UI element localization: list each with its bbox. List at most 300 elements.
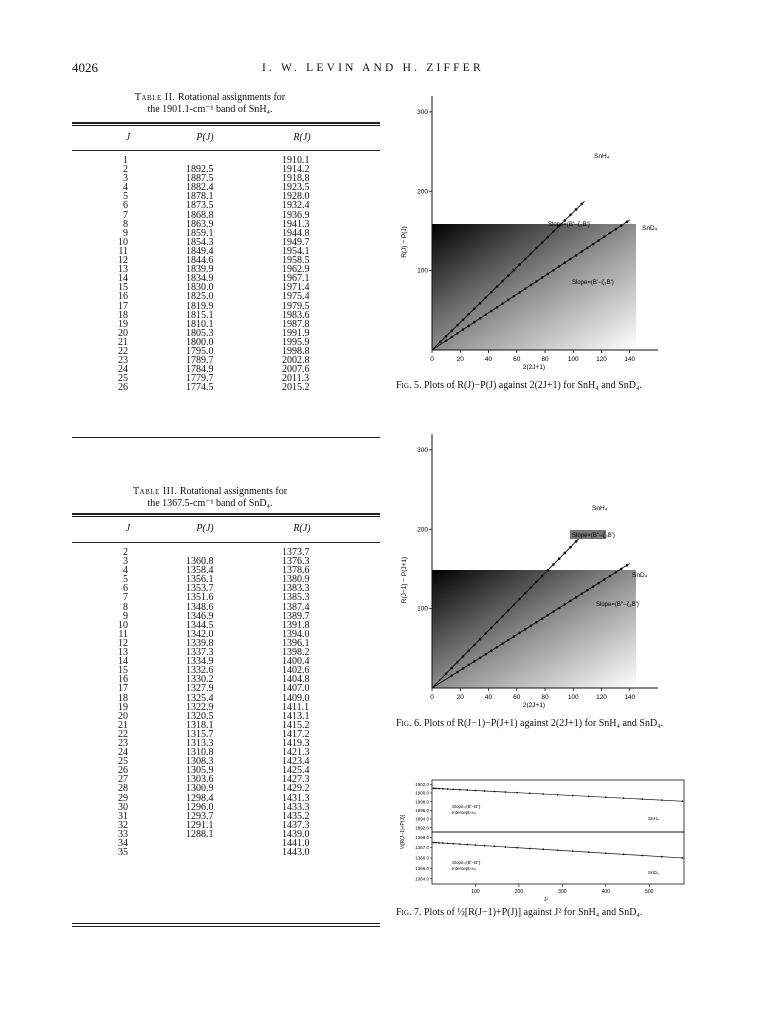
cell-p: 1346.9 <box>186 610 214 622</box>
data-point <box>530 586 533 589</box>
data-point <box>623 853 625 855</box>
cell-p: 1303.6 <box>186 774 214 786</box>
data-point <box>505 846 507 848</box>
cell-j: 17 <box>118 300 128 312</box>
data-point <box>513 635 516 638</box>
cell-r: 1987.8 <box>282 318 310 330</box>
cell-p: 1300.9 <box>186 783 214 795</box>
data-point <box>575 540 578 543</box>
table-row <box>104 238 364 247</box>
cell-j: 15 <box>118 665 128 677</box>
y-tick-label: 1368.0 <box>415 834 429 840</box>
x-tick-label: 0 <box>430 356 434 363</box>
cell-j: 13 <box>118 264 128 276</box>
fig7-ticks <box>415 782 653 895</box>
data-point <box>681 800 683 802</box>
cell-r: 1427.3 <box>282 774 310 786</box>
y-tick-label: 1900.0 <box>415 790 429 796</box>
table3-caption <box>90 486 330 510</box>
cell-p: 1344.5 <box>186 619 214 631</box>
cell-p: 1356.1 <box>186 574 214 586</box>
cell-r: 2007.6 <box>282 364 310 376</box>
table-row <box>104 347 364 356</box>
cell-p: 1327.9 <box>186 683 214 695</box>
data-point <box>557 794 559 796</box>
cell-p: 1296.0 <box>186 801 214 813</box>
fig6-caption <box>396 718 696 730</box>
cell-j: 10 <box>118 619 128 631</box>
cell-r: 1914.2 <box>282 164 310 176</box>
table2-header-j: J <box>125 132 131 143</box>
cell-p: 1859.1 <box>186 227 214 239</box>
cell-p: 1291.1 <box>186 819 214 831</box>
data-point <box>558 265 561 268</box>
data-point <box>588 795 590 797</box>
table-row <box>104 292 364 301</box>
fig7-series <box>432 787 684 858</box>
cell-r: 1949.7 <box>282 236 310 248</box>
cell-p: 1330.2 <box>186 674 214 686</box>
data-point <box>505 791 507 793</box>
data-point <box>473 660 476 663</box>
cell-j: 25 <box>118 756 128 768</box>
table-row <box>104 812 364 821</box>
data-point <box>530 284 533 287</box>
cell-p: 1288.1 <box>186 828 214 840</box>
x-tick-label: 60 <box>513 356 521 363</box>
cell-j: 6 <box>123 200 128 212</box>
data-point <box>462 667 465 670</box>
fig5-snh4-label: SnH₄ <box>594 153 610 160</box>
table3-label: Table III. <box>132 486 178 497</box>
cell-j: 16 <box>118 674 128 686</box>
cell-r: 1910.1 <box>282 155 310 166</box>
data-point <box>442 788 444 790</box>
data-point <box>529 848 531 850</box>
data-point <box>501 280 504 283</box>
table3-header-j: J <box>125 523 131 534</box>
data-point <box>439 340 442 343</box>
cell-p: 1353.7 <box>186 583 214 595</box>
table-row <box>104 338 364 347</box>
table-row <box>104 265 364 274</box>
data-point <box>524 628 527 631</box>
data-point <box>535 280 538 283</box>
fig6-chart <box>396 430 696 712</box>
cell-r: 1391.8 <box>282 619 310 631</box>
data-point <box>518 291 521 294</box>
data-point <box>473 307 476 310</box>
data-point <box>507 274 510 277</box>
data-point <box>535 247 538 250</box>
table-row <box>104 839 364 848</box>
table-row <box>104 775 364 784</box>
data-point <box>569 258 572 261</box>
cell-j: 30 <box>118 801 128 813</box>
cell-p: 1819.9 <box>186 300 214 312</box>
table-row <box>104 730 364 739</box>
x-tick-label: 200 <box>514 889 524 895</box>
cell-r: 1936.9 <box>282 209 310 221</box>
cell-j: 6 <box>123 583 128 595</box>
x-tick-label: 20 <box>456 694 464 701</box>
table-row <box>104 748 364 757</box>
table-row <box>104 675 364 684</box>
y-tick-label: 100 <box>417 605 428 613</box>
cell-p: 1795.0 <box>186 345 214 357</box>
x-tick-label: 300 <box>558 889 567 895</box>
cell-p: 1351.6 <box>186 592 214 604</box>
table-row <box>104 684 364 693</box>
data-point <box>592 585 595 588</box>
data-point <box>447 788 449 790</box>
fig7-snd4-intercept: Intercept=ν₀ <box>452 866 477 871</box>
data-point <box>513 295 516 298</box>
fig5-caption <box>396 380 696 392</box>
table-row <box>104 612 364 621</box>
x-tick-label: 100 <box>567 356 579 363</box>
cell-r: 1394.0 <box>282 628 310 640</box>
fig7-snd4-label: SnD₄ <box>648 870 659 875</box>
data-point <box>572 795 574 797</box>
fig5-snd4-slope: Slope=(B'−ζ₃B') <box>572 280 614 286</box>
cell-p: 1868.8 <box>186 209 214 221</box>
data-point <box>661 856 663 858</box>
data-point <box>450 667 453 670</box>
table-row <box>104 757 364 766</box>
cell-r: 1415.2 <box>282 719 310 731</box>
cell-r: 1396.1 <box>282 637 310 649</box>
y-tick-label: 1896.0 <box>415 807 429 813</box>
fig6-label: Fig. 6. <box>396 718 422 729</box>
table-row <box>104 192 364 201</box>
x-tick-label: 40 <box>484 694 493 701</box>
cell-j: 9 <box>123 610 128 622</box>
data-point <box>450 674 453 677</box>
cell-j: 20 <box>118 710 128 722</box>
y-tick-label: 1894.0 <box>415 816 429 822</box>
table-row <box>104 302 364 311</box>
table-row <box>104 165 364 174</box>
cell-r: 1380.9 <box>282 574 310 586</box>
table-row <box>104 229 364 238</box>
data-point <box>575 208 578 211</box>
data-point <box>490 310 493 313</box>
fig5-xlabel: 2(2J+1) <box>522 364 546 371</box>
cell-p: 1332.6 <box>186 665 214 677</box>
cell-r: 1998.8 <box>282 345 310 357</box>
cell-r: 1404.8 <box>282 674 310 686</box>
cell-j: 3 <box>123 556 128 568</box>
data-point <box>496 621 499 624</box>
data-point <box>447 842 449 844</box>
cell-r: 2002.8 <box>282 355 310 367</box>
cell-j: 9 <box>123 227 128 239</box>
cell-j: 7 <box>123 592 128 604</box>
cell-r: 1389.7 <box>282 610 310 622</box>
table-row <box>104 283 364 292</box>
cell-r: 2011.3 <box>282 373 310 385</box>
fig7-label: Fig. 7. <box>396 907 422 918</box>
cell-j: 10 <box>118 236 128 248</box>
data-point <box>494 791 496 793</box>
cell-j: 4 <box>123 182 128 194</box>
cell-r: 1441.0 <box>282 838 310 849</box>
cell-r: 1413.1 <box>282 710 310 722</box>
cell-p: 1348.6 <box>186 601 214 613</box>
data-point <box>557 849 559 851</box>
data-point <box>445 339 448 342</box>
x-tick-label: 100 <box>471 889 480 895</box>
data-point <box>496 285 499 288</box>
data-point <box>459 843 461 845</box>
data-point <box>518 598 521 601</box>
cell-r: 1419.3 <box>282 737 310 749</box>
data-point <box>541 617 544 620</box>
table-row <box>104 211 364 220</box>
table-row <box>104 630 364 639</box>
data-point <box>456 324 459 327</box>
fig7-ylabel: ½[R(J−1)+P(J)] <box>400 814 406 850</box>
data-point <box>661 799 663 801</box>
data-point <box>569 214 572 217</box>
data-point <box>466 789 468 791</box>
data-point <box>479 638 482 641</box>
data-point <box>575 596 578 599</box>
cell-p: 1800.0 <box>186 336 214 348</box>
cell-p: 1844.6 <box>186 255 214 267</box>
fig5-ylabel: R(J) − P(J) <box>401 226 408 258</box>
cell-p: 1360.8 <box>186 556 214 568</box>
data-point <box>580 250 583 253</box>
data-point <box>547 569 550 572</box>
table2-header-rule <box>72 150 380 151</box>
cell-j: 12 <box>118 255 128 267</box>
cell-j: 33 <box>118 828 128 840</box>
data-point <box>433 787 435 789</box>
cell-j: 26 <box>118 765 128 777</box>
data-point <box>609 232 612 235</box>
table3-bottom-rule <box>72 923 380 924</box>
data-point <box>626 221 629 224</box>
fig7-snd4-slope: Slope=(B'−B'') <box>452 860 481 865</box>
cell-p: 1863.9 <box>186 218 214 230</box>
cell-j: 1 <box>123 155 128 166</box>
y-tick-label: 1366.0 <box>415 855 429 861</box>
data-point <box>541 276 544 279</box>
cell-r: 1443.0 <box>282 847 310 859</box>
cell-p: 1839.9 <box>186 264 214 276</box>
data-point <box>597 582 600 585</box>
cell-r: 1962.9 <box>282 264 310 276</box>
cell-r: 1385.3 <box>282 592 310 604</box>
cell-j: 5 <box>123 191 128 203</box>
data-point <box>530 252 533 255</box>
x-tick-label: 120 <box>596 694 607 701</box>
y-tick-label: 1367.0 <box>415 845 429 851</box>
data-point <box>603 235 606 238</box>
x-tick-label: 80 <box>541 694 549 701</box>
cell-p: 1878.1 <box>186 191 214 203</box>
data-point <box>563 603 566 606</box>
cell-j: 17 <box>118 683 128 695</box>
data-point <box>623 797 625 799</box>
data-point <box>535 580 538 583</box>
table-row <box>104 721 364 730</box>
cell-p: 1873.5 <box>186 200 214 212</box>
cell-j: 21 <box>118 719 128 731</box>
x-tick-label: 80 <box>541 356 549 363</box>
cell-j: 7 <box>123 209 128 221</box>
cell-r: 1417.2 <box>282 728 310 740</box>
data-point <box>586 247 589 250</box>
table-row <box>104 548 364 557</box>
data-point <box>507 639 510 642</box>
fig5-label: Fig. 5. <box>396 380 422 391</box>
table3-header-r: R(J) <box>293 523 311 534</box>
data-point <box>541 575 544 578</box>
fig6-shaded-region <box>432 570 636 688</box>
table-row <box>104 784 364 793</box>
table-row <box>104 183 364 192</box>
data-point <box>466 844 468 846</box>
data-point <box>484 296 487 299</box>
table2-header-r: R(J) <box>293 132 311 143</box>
table-row <box>104 220 364 229</box>
data-point <box>473 644 476 647</box>
table2-bottom-rule <box>72 437 380 438</box>
x-tick-label: 140 <box>624 356 636 363</box>
table3-top-rule <box>72 513 380 515</box>
cell-j: 16 <box>118 291 128 303</box>
data-point <box>541 241 544 244</box>
fig6-snh4-label: SnH₄ <box>592 505 608 512</box>
cell-r: 1402.6 <box>282 665 310 677</box>
cell-j: 2 <box>123 164 128 176</box>
cell-j: 21 <box>118 336 128 348</box>
cell-r: 1398.2 <box>282 647 310 659</box>
table-row <box>104 201 364 210</box>
cell-r: 1425.4 <box>282 765 310 777</box>
table-row <box>104 320 364 329</box>
cell-r: 1409.0 <box>282 692 310 704</box>
fig5-snd4-label: SnD₄ <box>642 225 658 232</box>
table-row <box>104 356 364 365</box>
data-point <box>518 263 521 266</box>
cell-j: 19 <box>118 318 128 330</box>
table-row <box>104 566 364 575</box>
x-tick-label: 120 <box>596 356 607 363</box>
cell-j: 19 <box>118 701 128 713</box>
data-point <box>462 328 465 331</box>
data-point <box>569 546 572 549</box>
cell-p: 1334.9 <box>186 656 214 668</box>
data-point <box>435 842 437 844</box>
fig7-xlabel: J² <box>543 897 549 903</box>
data-point <box>552 610 555 613</box>
table3-header-rule <box>72 542 380 543</box>
cell-j: 29 <box>118 792 128 804</box>
data-point <box>516 847 518 849</box>
data-point <box>473 321 476 324</box>
cell-p: 1298.4 <box>186 792 214 804</box>
fig6-caption-text: Plots of R(J−1)−P(J+1) against 2(2J+1) for SnH₄ and SnD₄. <box>423 718 664 729</box>
cell-j: 2 <box>123 547 128 558</box>
table-row <box>104 256 364 265</box>
table2-caption-line2: the 1901.1-cm⁻¹ band of SnH₄. <box>147 104 273 115</box>
fig7-snh4-slope: Slope=(B'−B'') <box>452 804 481 809</box>
data-point <box>501 615 504 618</box>
data-point <box>605 852 607 854</box>
fig7-chart <box>396 770 696 904</box>
cell-j: 23 <box>118 355 128 367</box>
cell-r: 1437.3 <box>282 819 310 831</box>
cell-r: 1944.8 <box>282 227 310 239</box>
cell-r: 1429.2 <box>282 783 310 795</box>
data-point <box>547 236 550 239</box>
data-point <box>626 564 629 567</box>
cell-p: 1313.3 <box>186 737 214 749</box>
cell-r: 1975.4 <box>282 291 310 303</box>
data-point <box>475 844 477 846</box>
cell-p: 1779.7 <box>186 373 214 385</box>
table-row <box>104 365 364 374</box>
data-point <box>435 788 437 790</box>
table-row <box>104 794 364 803</box>
fig5-chart <box>396 92 696 374</box>
cell-j: 22 <box>118 345 128 357</box>
x-tick-label: 0 <box>430 694 434 701</box>
data-point <box>681 857 683 859</box>
table-row <box>104 821 364 830</box>
data-point <box>467 649 470 652</box>
cell-j: 18 <box>118 309 128 321</box>
data-point <box>603 578 606 581</box>
data-point <box>641 855 643 857</box>
cell-j: 5 <box>123 574 128 586</box>
cell-p: 1337.3 <box>186 647 214 659</box>
cell-j: 20 <box>118 327 128 339</box>
table3-body <box>104 548 364 857</box>
fig6-snd4-label: SnD₄ <box>632 572 648 579</box>
data-point <box>524 592 527 595</box>
table-row <box>104 329 364 338</box>
y-tick-label: 200 <box>417 526 428 534</box>
fig6-ylabel: R(J−1) − P(J+1) <box>401 556 408 604</box>
cell-r: 1421.3 <box>282 747 310 759</box>
table2-caption-line1: Rotational assignments for <box>177 92 286 103</box>
cell-r: 1971.4 <box>282 282 310 294</box>
cell-p: 1358.4 <box>186 565 214 577</box>
x-tick-label: 100 <box>567 694 579 701</box>
cell-j: 26 <box>118 382 128 394</box>
data-point <box>524 258 527 261</box>
data-point <box>438 842 440 844</box>
cell-j: 23 <box>118 737 128 749</box>
cell-p: 1854.3 <box>186 236 214 248</box>
cell-j: 31 <box>118 810 128 822</box>
cell-j: 18 <box>118 692 128 704</box>
data-point <box>597 239 600 242</box>
table-row <box>104 657 364 666</box>
fig6-snd4-slope: Slope=(B''−ζ₃B') <box>596 602 639 608</box>
cell-p: 1305.9 <box>186 765 214 777</box>
x-tick-label: 500 <box>645 889 654 895</box>
table-row <box>104 666 364 675</box>
data-point <box>452 843 454 845</box>
data-point <box>569 600 572 603</box>
x-tick-label: 20 <box>456 356 464 363</box>
